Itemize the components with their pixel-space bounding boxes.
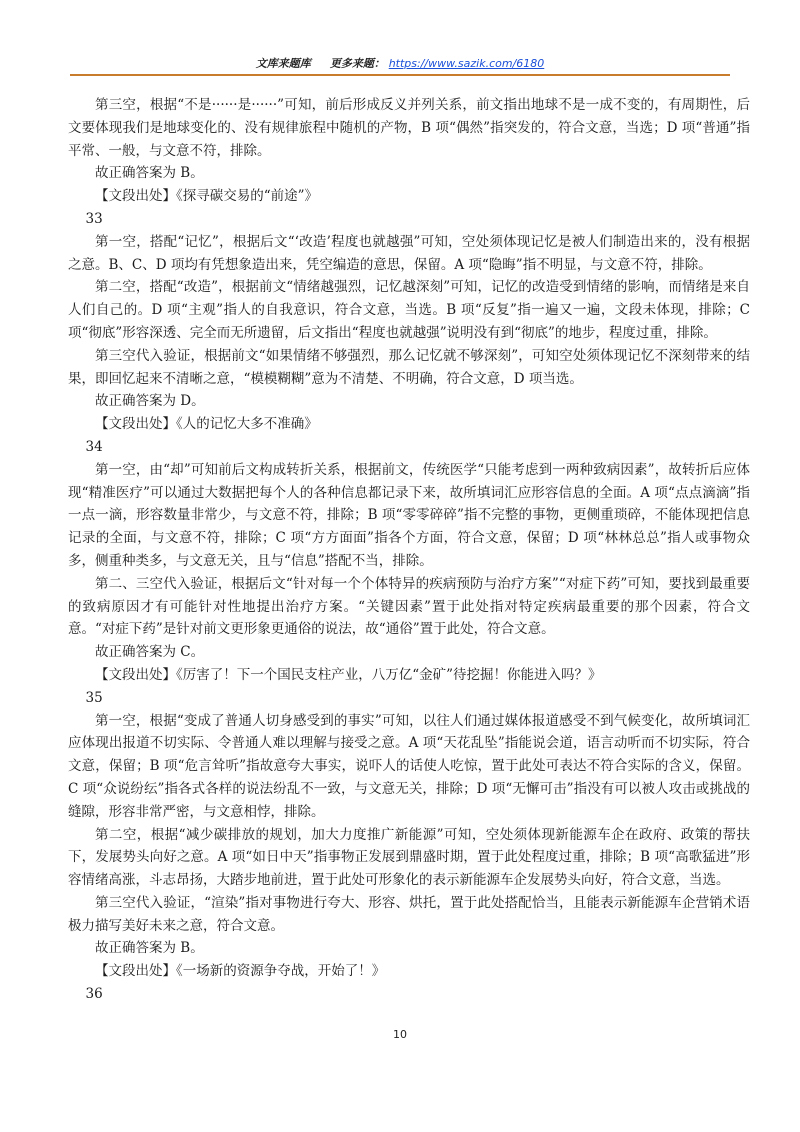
question-number: 35 bbox=[85, 689, 103, 706]
paragraph: 第三空，根据“不是······是······”可知，前后形成反义并列关系，前文指出地球不是一成不变的，有周期性，后文要体现我们是地球变化的、没有规律旅程中随机的产物，B 项“偶然”指突发的，符合文意，当选；D 项“普通”指平常、一般，与文意不符，排除。 bbox=[68, 97, 750, 159]
source-citation: 【文段出处】《厉害了！下一个国民支柱产业，八万亿“金矿”待挖掘！你能进入吗？》 bbox=[95, 666, 602, 683]
source-citation: 【文段出处】《探寻碳交易的“前途”》 bbox=[95, 188, 319, 205]
question-number: 33 bbox=[85, 210, 103, 227]
document-body bbox=[68, 94, 750, 1006]
page-number: 10 bbox=[393, 1028, 407, 1041]
paragraph: 故正确答案为 C。 bbox=[95, 644, 205, 661]
paragraph: 第三空代入验证，“渲染”指对事物进行夸大、形容、烘托，置于此处搭配恰当，且能表示新能源车企营销术语极力描写美好未来之意，符合文意。 bbox=[68, 894, 750, 934]
page-header bbox=[0, 55, 800, 71]
paragraph: 第二空，根据“减少碳排放的规划，加大力度推广新能源”可知，空处须体现新能源车企在政府、政策的帮扶下，发展势头向好之意。A 项“如日中天”指事物正发展到鼎盛时期，置于此处程度过重，排除；B 项“高歌猛进”形容情绪高涨，斗志昂扬，大踏步地前进，置于此处可形象化的表示新能源车企发展势头向好，符合文意，当选。 bbox=[68, 826, 750, 889]
paragraph: 第一空，根据“变成了普通人切身感受到的事实”可知，以往人们通过媒体报道感受不到气候变化，故所填词汇应体现出报道不切实际、令普通人难以理解与接受之意。A 项“天花乱坠”指能说会道，语言动听而不切实际，符合文意，保留；B 项“危言耸听”指故意夸大事实，说吓人的话使人吃惊，置于此处可表达不符合实际的含义，保留。C 项“众说纷纭”指各式各样的说法纷乱不一致，与文意无关，排除；D 项“无懈可击”指没有可以被人攻击或挑战的缝隙，形容非常严密，与文意相悖，排除。 bbox=[68, 712, 750, 820]
paragraph: 第三空代入验证，根据前文“如果情绪不够强烈，那么记忆就不够深刻”，可知空处须体现记忆不深刻带来的结果，即回忆起来不清晰之意，“模模糊糊”意为不清楚、不明确，符合文意，D 项当选。 bbox=[68, 347, 750, 387]
paragraph: 第二空，搭配“改造”，根据前文“情绪越强烈，记忆越深刻”可知，记忆的改造受到情绪的影响，而情绪是来自人们自己的。D 项“主观”指人的自我意识，符合文意，当选。B 项“反复”指一遍又一遍，文段未体现，排除；C 项“彻底”形容深透、完全而无所遗留，后文指出“程度也就越强”说明没有到“彻底”的地步，程度过重，排除。 bbox=[68, 279, 750, 341]
header-site-name: 文库来题库 bbox=[255, 57, 311, 70]
source-citation: 【文段出处】《人的记忆大多不准确》 bbox=[95, 416, 318, 433]
paragraph: 第一空，由“却”可知前后文构成转折关系，根据前文，传统医学“只能考虑到一两种致病因素”，故转折后应体现“精准医疗”可以通过大数据把每个人的各种信息都记录下来，故所填词汇应形容信息的全面。A 项“点点滴滴”指一点一滴，形容数量非常少，与文意不符，排除；B 项“零零碎碎”指不完整的事物，更侧重琐碎，不能体现把信息记录的全面，与文意不符，排除；C 项“方方面面”指各个方面，符合文意，保留；D 项“林林总总”指人或事物众多，侧重种类多，与文意无关，且与“信息”搭配不当，排除。 bbox=[68, 461, 750, 569]
paragraph: 故正确答案为 D。 bbox=[95, 393, 205, 410]
question-number: 34 bbox=[85, 438, 103, 455]
paragraph: 故正确答案为 B。 bbox=[95, 940, 204, 957]
paragraph: 第二、三空代入验证，根据后文“针对每一个个体特异的疾病预防与治疗方案”“对症下药”可知，要找到最重要的致病原因才有可能针对性地提出治疗方案。“关键因素”置于此处指对特定疾病最重要的那个因素，符合文意。“对症下药”是针对前文更形象更通俗的说法，故“通俗”置于此处，符合文意。 bbox=[68, 575, 750, 638]
source-citation: 【文段出处】《一场新的资源争夺战，开始了！》 bbox=[95, 963, 386, 980]
header-divider bbox=[70, 74, 730, 76]
paragraph: 第一空，搭配“记忆”，根据后文“‘改造’程度也就越强”可知，空处须体现记忆是被人们制造出来的，没有根据之意。B、C、D 项均有凭想象造出来，凭空编造的意思，保留。A 项“隐晦”指不明显，与文意不符，排除。 bbox=[68, 233, 750, 273]
header-url-link[interactable]: https://www.sazik.com/6180 bbox=[388, 57, 545, 70]
question-number: 36 bbox=[85, 986, 103, 1003]
paragraph: 故正确答案为 B。 bbox=[95, 165, 204, 182]
header-more-label: 更多来题： bbox=[329, 57, 385, 70]
